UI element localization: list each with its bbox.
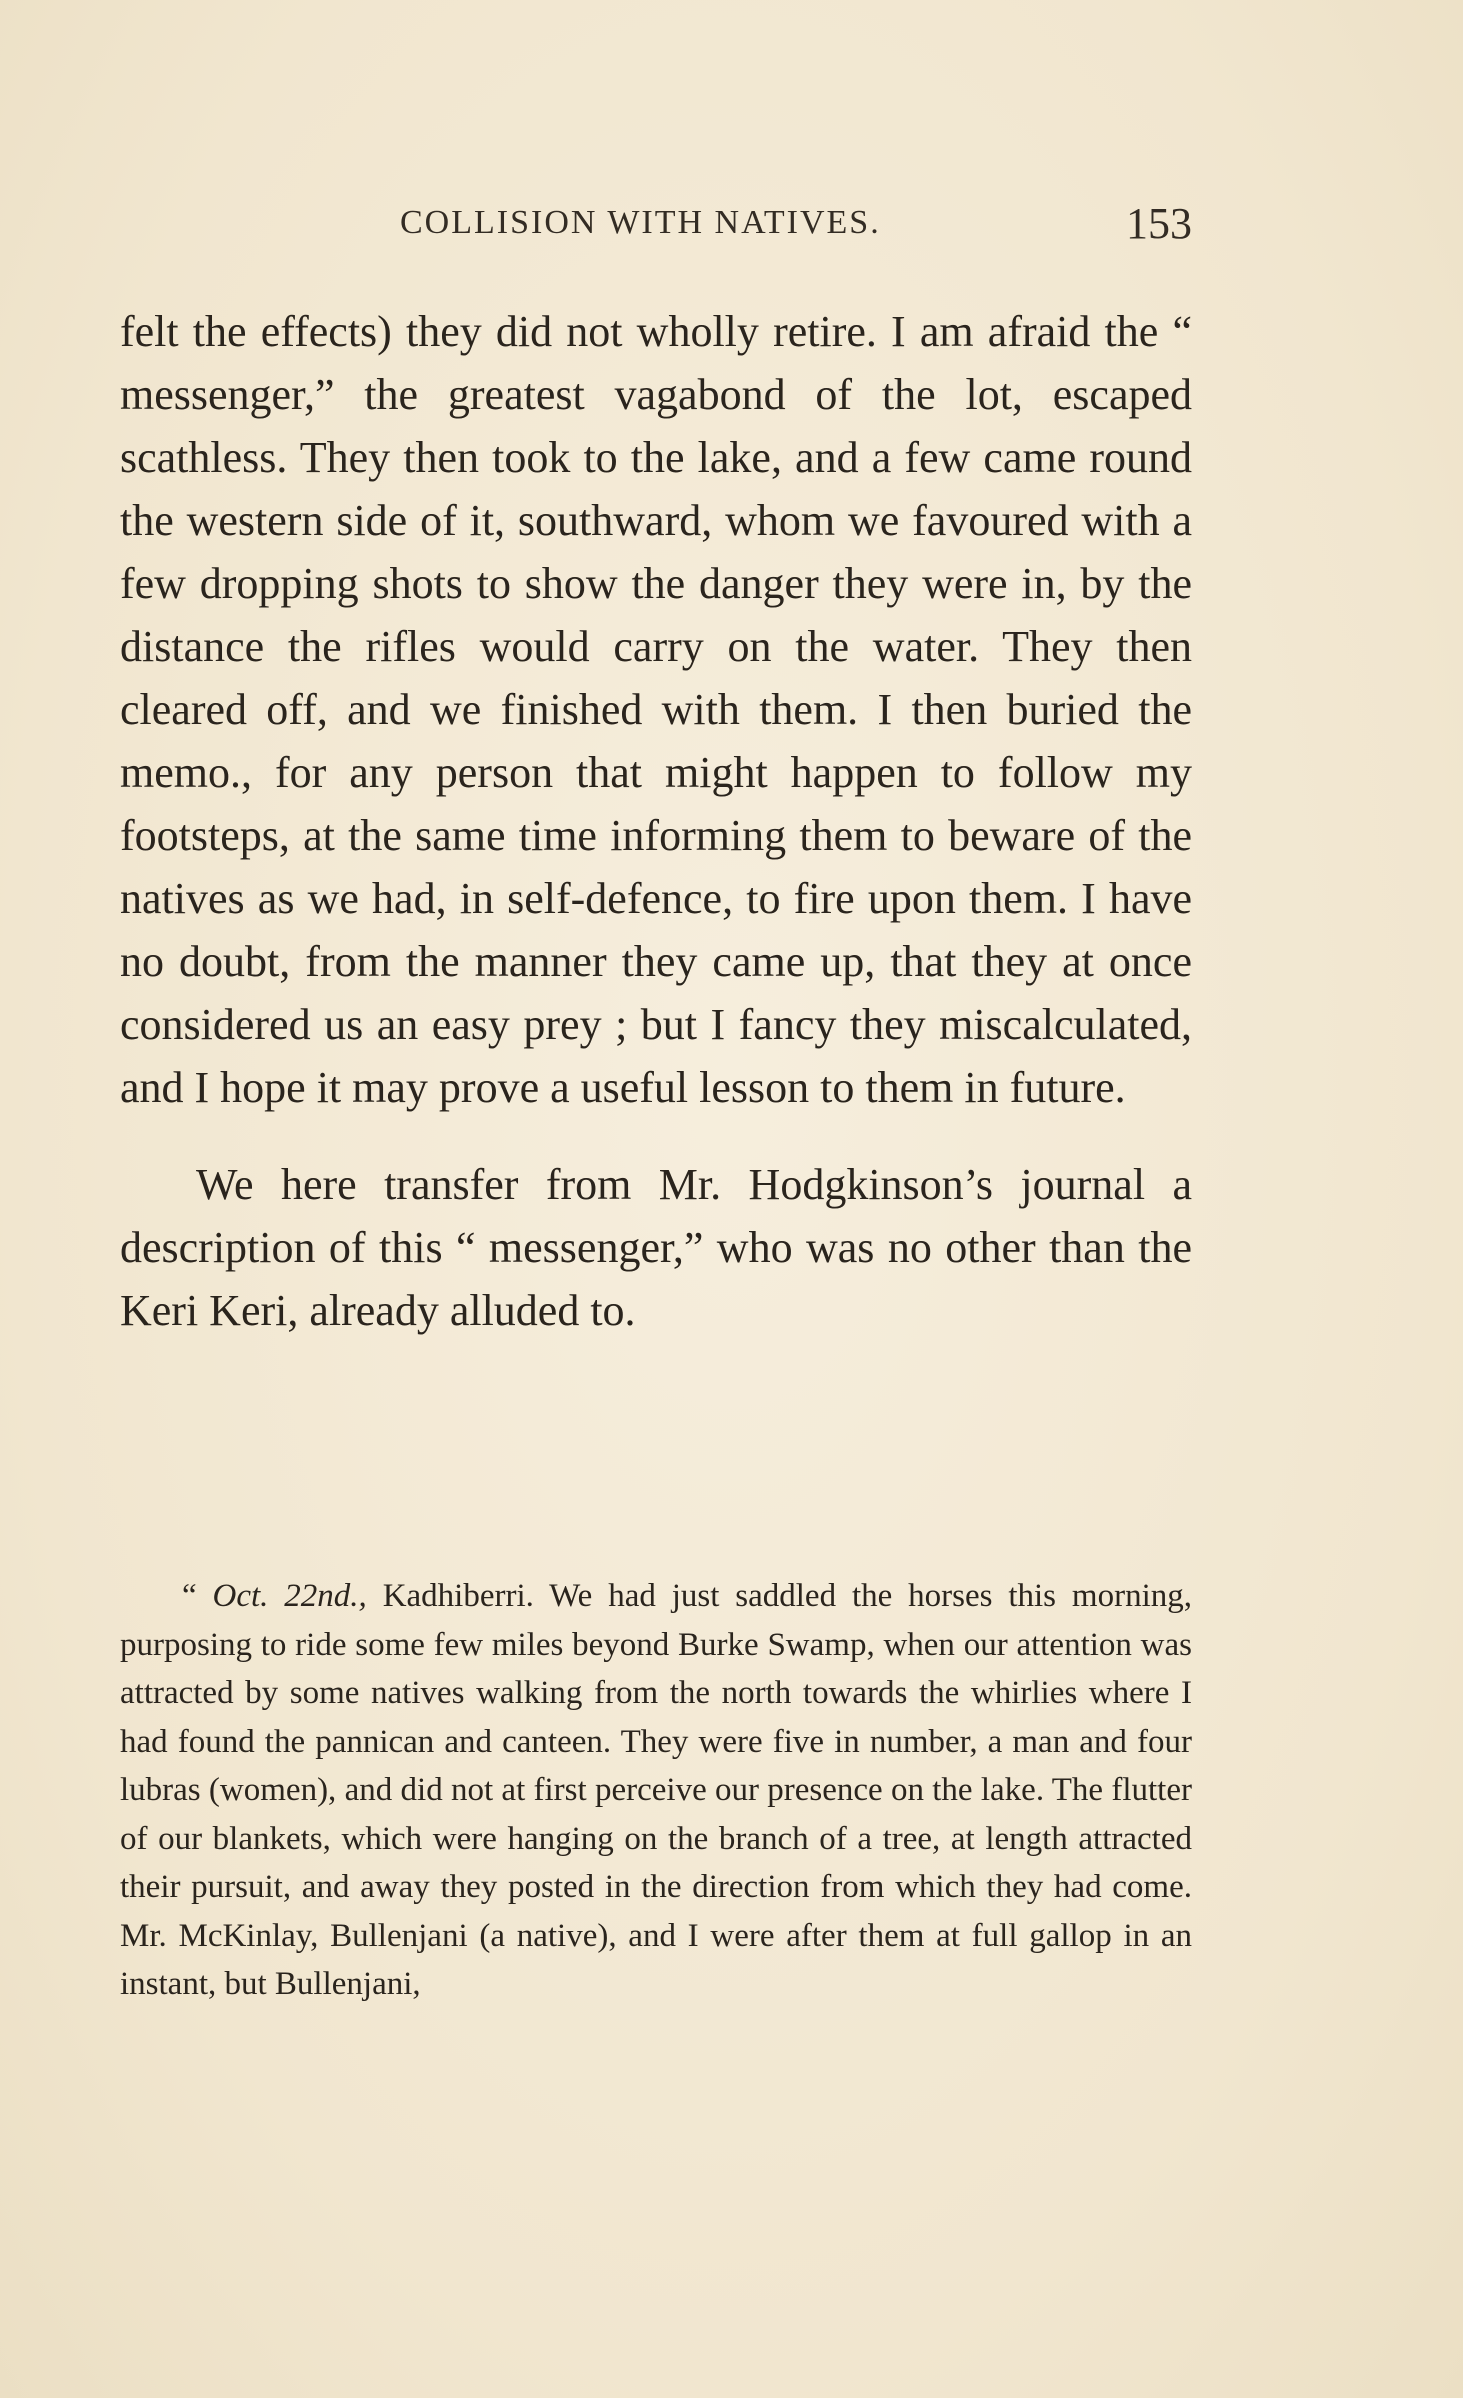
main-text [120, 300, 1192, 1342]
journal-extract [120, 1572, 1192, 2009]
journal-extract-paragraph [120, 1572, 1192, 2009]
journal-text: Kadhiberri. We had just saddled the horses this morning, purposing to ride some few miles beyond Burke Swamp, when our attention was attracted by some natives walking from the north towards the whirlies where I had found the pannican and canteen. They were five in number, a man and four lubras (women), and did not at first perceive our presence on the lake. The flutter of our blankets, which were hanging on the branch of a tree, at length attracted their pursuit, and away they posted in the direction from which they had come. Mr. McKinlay, Bullenjani (a native), and I were after them at full gallop in an instant, but Bullenjani, [120, 1578, 1192, 2002]
page-number: 153 [1126, 199, 1192, 248]
paragraph-continued: felt the effects) they did not wholly retire. I am afraid the “ messenger,” the greatest vagabond of the lot, escaped scathless. They then took to the lake, and a few came round the western side of it, southward, whom we favoured with a few dropping shots to show the danger they were in, by the distance the rifles would carry on the water. They then cleared off, and we finished with them. I then buried the memo., for any person that might happen to follow my footsteps, at the same time informing them to beware of the natives as we had, in self-defence, to fire upon them. I have no doubt, from the manner they came up, that they at once considered us an easy prey ; but I fancy they miscalculated, and I hope it may prove a useful lesson to them in future. [120, 307, 1192, 1112]
open-quote: “ [182, 1578, 213, 1614]
journal-date: Oct. 22nd., [212, 1578, 367, 1614]
running-title: COLLISION WITH NATIVES. [400, 204, 881, 241]
paragraph-transfer: We here transfer from Mr. Hodgkinson’s journal a description of this “ messenger,” who was no other than the Keri Keri, already alluded to. [120, 1160, 1192, 1335]
running-head [120, 200, 1192, 256]
